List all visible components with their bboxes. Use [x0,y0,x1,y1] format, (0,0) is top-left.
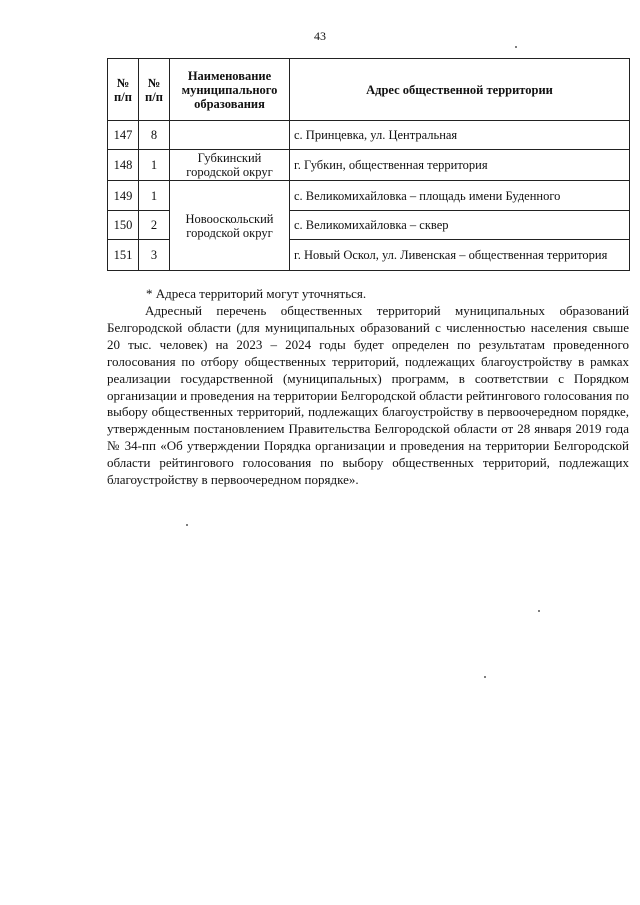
cell-address: г. Новый Оскол, ул. Ливенская – общественная территория [290,240,630,271]
public-territories-table [107,58,630,271]
cell-address: с. Великомихайловка – сквер [290,211,630,240]
cell-no-local: 1 [139,181,170,211]
cell-municipality-empty [170,121,290,150]
cell-no-local: 8 [139,121,170,150]
cell-no-total: 151 [108,240,139,271]
page-number: 43 [314,29,326,43]
cell-no-total: 150 [108,211,139,240]
cell-no-local: 3 [139,240,170,271]
cell-municipality: Губкинский городской округ [170,150,290,181]
header-no-total: № п/п [108,59,139,121]
scan-speck [186,524,188,526]
scan-speck [484,676,486,678]
cell-no-total: 149 [108,181,139,211]
cell-address: с. Великомихайловка – площадь имени Буденного [290,181,630,211]
cell-no-local: 1 [139,150,170,181]
table-header-row [108,59,630,121]
header-no-local: № п/п [139,59,170,121]
cell-no-local: 2 [139,211,170,240]
cell-municipality: Новооскольский городской округ [170,181,290,271]
header-address: Адрес общественной территории [290,59,630,121]
footnote: * Адреса территорий могут уточняться. [146,286,367,301]
cell-no-total: 147 [108,121,139,150]
table-row [108,181,630,211]
body-paragraph: Адресный перечень общественных территорий муниципальных образований Белгородской области (для муниципальных образований с численностью населения свыше 20 тыс. человек) на 2023 – 2024 годы будет определен по результатам проведенного голосования по отбору общественных территорий, подлежащих благоустройству в рамках реализации государственной (муниципальных) программ, в соответствии с Порядком организации и проведения на территории Белгородской области рейтингового голосования по выбору общественных территорий, подлежащих благоустройству в первоочередном порядке, утвержденным постановлением Правительства Белгородской области от 28 января 2019 года № 34-пп «Об утверждении Порядка организации и проведения на территории Белгородской области рейтингового голосования по выбору общественных территорий, подлежащих благоустройству в первоочередном порядке». [107,303,629,488]
cell-no-total: 148 [108,150,139,181]
cell-address: г. Губкин, общественная территория [290,150,630,181]
table-row [108,121,630,150]
scan-speck [538,610,540,612]
table-row [108,150,630,181]
scan-speck [515,46,517,48]
cell-address: с. Принцевка, ул. Центральная [290,121,630,150]
header-municipality: Наименование муниципального образования [170,59,290,121]
